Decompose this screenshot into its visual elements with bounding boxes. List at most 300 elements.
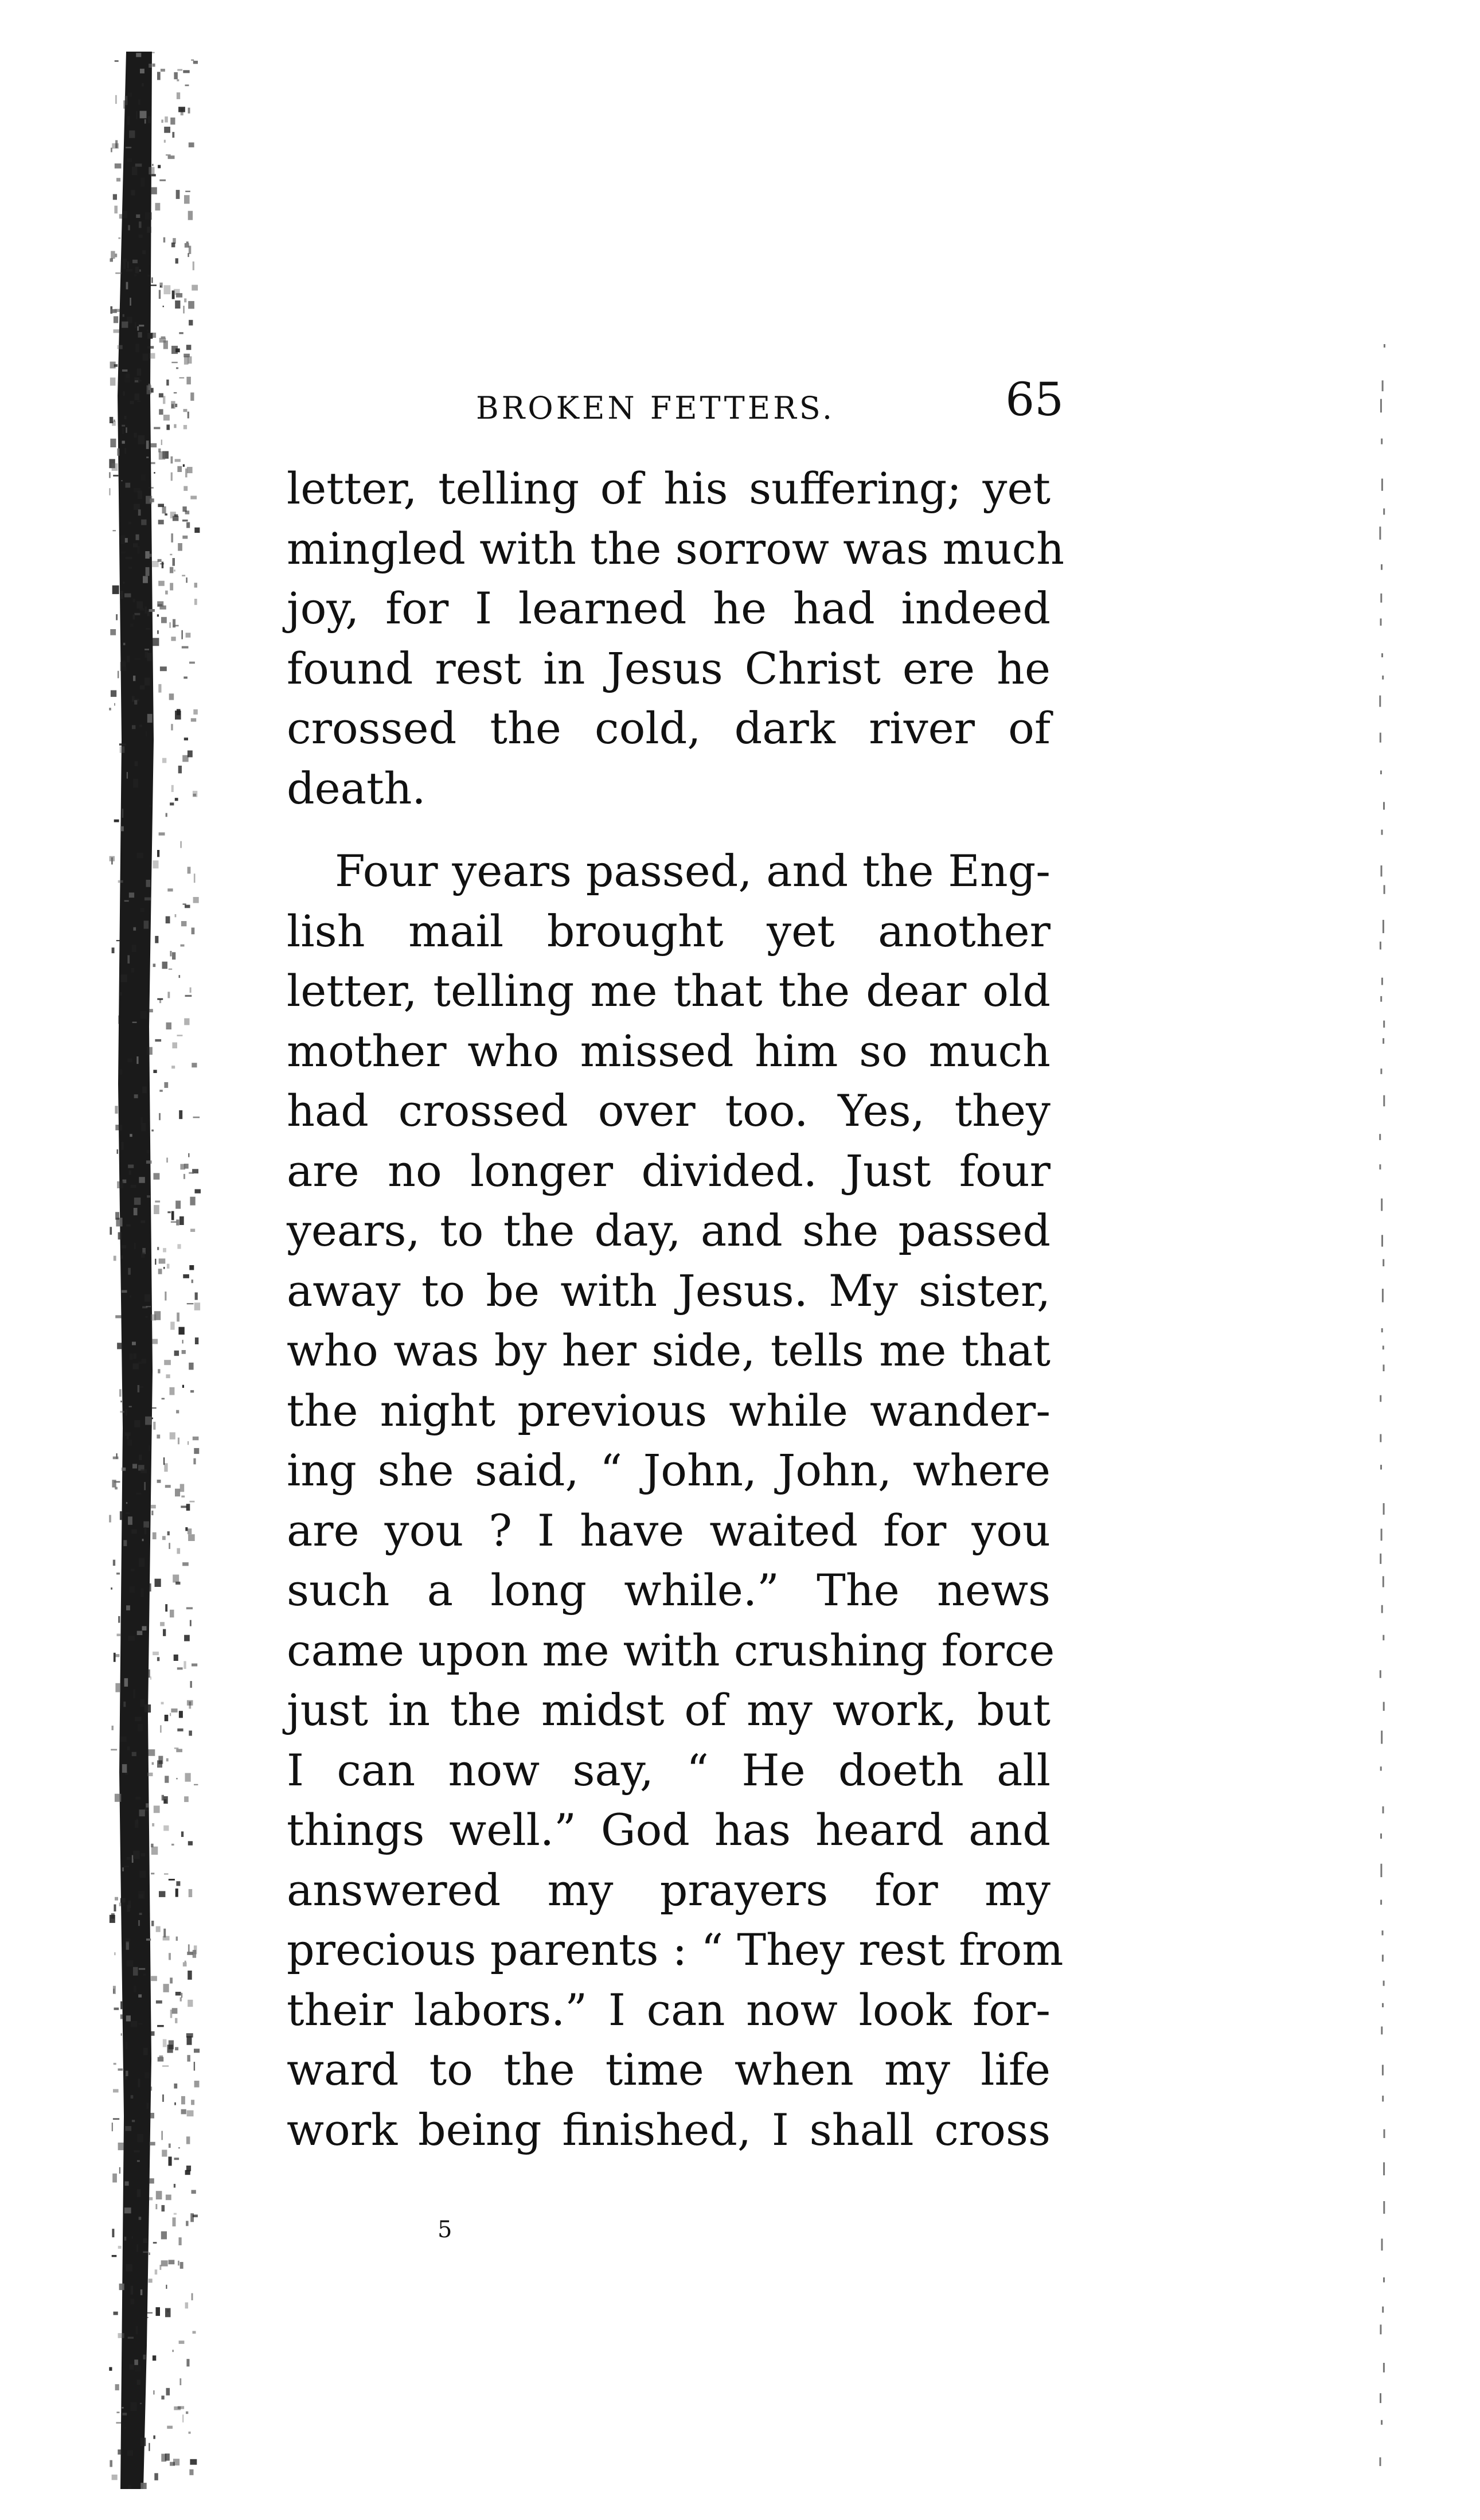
scan-speckle — [150, 443, 157, 447]
scan-speckle — [120, 1898, 126, 1903]
scan-speckle — [140, 1699, 145, 1707]
scan-speckle — [193, 2331, 196, 2334]
scan-speckle — [112, 586, 119, 594]
scan-speckle — [123, 643, 126, 645]
scan-speckle — [127, 772, 128, 779]
scan-speckle — [120, 1069, 123, 1074]
scan-speckle — [191, 718, 196, 721]
scan-speckle — [120, 826, 124, 832]
scan-speckle — [128, 2337, 134, 2339]
scan-speckle — [180, 1164, 185, 1170]
scan-speckle — [154, 1805, 160, 1813]
scan-speckle — [159, 1891, 165, 1897]
scan-speckle — [188, 1153, 189, 1157]
scan-speckle — [114, 820, 119, 822]
edge-dot — [1382, 1955, 1384, 1961]
scan-speckle — [122, 1245, 126, 1249]
scan-speckle — [175, 1201, 181, 1209]
edge-dot — [1382, 380, 1384, 391]
scan-speckle — [174, 2084, 177, 2089]
scan-speckle — [169, 2144, 171, 2148]
scan-speckle — [175, 1889, 178, 1897]
scan-speckle — [129, 1171, 131, 1175]
scan-speckle — [185, 510, 190, 514]
scan-speckle — [185, 995, 192, 997]
scan-speckle — [192, 1664, 197, 1667]
scan-speckle — [110, 417, 113, 423]
scan-speckle — [123, 100, 127, 109]
scan-speckle — [129, 892, 134, 898]
scan-speckle — [152, 1762, 154, 1765]
scan-speckle — [136, 535, 139, 540]
scan-speckle — [127, 116, 130, 124]
scan-speckle — [188, 867, 191, 873]
scan-speckle — [126, 2015, 131, 2021]
binding-band — [118, 52, 154, 2489]
scan-speckle — [126, 269, 132, 272]
scan-speckle — [165, 513, 167, 516]
scan-speckle — [173, 625, 178, 627]
scan-speckle — [139, 325, 144, 326]
scan-speckle — [110, 1915, 115, 1923]
scan-speckle — [133, 615, 135, 620]
scan-speckle — [175, 404, 177, 407]
scan-speckle — [187, 1303, 194, 1304]
scan-speckle — [186, 2412, 188, 2414]
edge-dot — [1380, 1864, 1382, 1877]
scan-speckle — [177, 709, 181, 715]
scan-speckle — [150, 2142, 155, 2145]
scan-speckle — [177, 1313, 179, 1322]
scan-speckle — [126, 1941, 129, 1950]
scan-speckle — [179, 2378, 181, 2385]
scan-speckle — [138, 1362, 142, 1364]
scan-speckle — [166, 1374, 170, 1378]
scan-speckle — [113, 475, 118, 477]
scan-speckle — [151, 1314, 156, 1321]
scan-speckle — [137, 546, 140, 554]
scan-speckle — [156, 2307, 161, 2316]
scan-speckle — [139, 235, 143, 238]
scan-speckle — [155, 1200, 160, 1202]
edge-dot — [1380, 594, 1382, 603]
scan-speckle — [168, 155, 175, 159]
scan-speckle — [138, 435, 145, 444]
scan-speckle — [183, 1962, 187, 1966]
scan-speckle — [183, 1661, 186, 1669]
scan-speckle — [177, 79, 179, 81]
scan-speckle — [190, 1620, 192, 1626]
scan-speckle — [174, 1655, 178, 1661]
scan-speckle — [193, 897, 199, 903]
scan-speckle — [169, 1879, 175, 1881]
edge-dot — [1383, 1021, 1385, 1028]
scan-speckle — [161, 2131, 163, 2140]
scan-speckle — [178, 1438, 179, 1445]
scan-speckle — [147, 227, 151, 233]
scan-speckle — [138, 2023, 143, 2024]
scan-speckle — [122, 441, 125, 444]
scan-speckle — [122, 1764, 127, 1773]
scan-speckle — [110, 2460, 112, 2467]
edge-dot — [1383, 1259, 1384, 1267]
scan-speckle — [179, 1110, 182, 1119]
scan-speckle — [140, 2438, 146, 2447]
scan-speckle — [162, 1795, 164, 1801]
scan-speckle — [163, 1267, 165, 1269]
scan-speckle — [180, 841, 181, 848]
scan-speckle — [154, 472, 155, 474]
scan-speckle — [134, 1420, 140, 1427]
scan-speckle — [176, 1749, 182, 1752]
scan-speckle — [141, 520, 146, 525]
scan-speckle — [127, 955, 130, 964]
scan-speckle — [169, 693, 174, 700]
scan-speckle — [114, 316, 118, 323]
edge-dot — [1379, 526, 1381, 540]
scan-speckle — [162, 1398, 165, 1400]
scan-speckle — [163, 1457, 165, 1465]
scan-speckle — [146, 880, 151, 887]
text-line: I can now say, “ He doeth all — [287, 1744, 1051, 1796]
scan-speckle — [131, 2021, 138, 2027]
scan-speckle — [151, 52, 155, 53]
scan-speckle — [134, 432, 137, 438]
text-line: had crossed over too. Yes, they — [287, 1085, 1051, 1136]
scan-speckle — [164, 140, 166, 143]
paragraph — [287, 841, 1064, 2160]
scan-speckle — [165, 591, 168, 595]
scan-speckle — [130, 401, 134, 404]
scan-speckle — [144, 1482, 146, 1490]
scan-speckle — [122, 1867, 124, 1871]
scan-speckle — [186, 241, 189, 243]
scan-speckle — [116, 1654, 120, 1657]
scan-speckle — [135, 1717, 142, 1721]
scan-speckle — [151, 1921, 154, 1926]
scan-speckle — [115, 163, 122, 169]
scan-speckle — [147, 714, 153, 723]
scan-speckle — [159, 606, 166, 610]
scan-speckle — [162, 2094, 164, 2102]
scan-speckle — [122, 1468, 126, 1471]
scan-speckle — [115, 1897, 118, 1901]
scan-speckle — [167, 2426, 173, 2429]
scan-speckle — [136, 2326, 138, 2334]
scan-speckle — [163, 1629, 166, 1636]
scan-speckle — [183, 1174, 185, 1179]
scan-speckle — [149, 384, 151, 390]
scan-speckle — [128, 1901, 131, 1908]
scan-speckle — [140, 908, 145, 912]
scan-speckle — [188, 253, 189, 257]
scan-speckle — [165, 1776, 169, 1782]
scan-speckle — [170, 1610, 174, 1618]
scan-speckle — [145, 1294, 150, 1302]
scan-speckle — [128, 2485, 131, 2489]
scan-speckle — [126, 282, 128, 290]
scan-speckle — [166, 424, 170, 430]
scan-speckle — [134, 504, 140, 510]
scan-speckle — [188, 751, 193, 758]
edge-dot — [1380, 1834, 1382, 1839]
scan-speckle — [125, 2182, 129, 2186]
scan-speckle — [160, 666, 167, 671]
text-line: who was by her side, tells me that — [287, 1325, 1051, 1376]
scan-speckle — [175, 1489, 180, 1497]
scan-speckle — [174, 2158, 179, 2160]
scan-speckle — [133, 543, 138, 547]
scan-speckle — [143, 2252, 149, 2253]
scan-speckle — [127, 262, 129, 268]
scan-speckle — [146, 731, 147, 736]
scan-speckle — [149, 609, 155, 612]
scan-speckle — [183, 677, 188, 679]
scan-speckle — [153, 1652, 159, 1655]
scan-speckle — [127, 158, 132, 162]
scan-speckle — [182, 630, 183, 639]
scan-speckle — [158, 1756, 163, 1764]
scan-speckle — [132, 725, 135, 729]
scan-speckle — [154, 1173, 160, 1179]
scan-speckle — [142, 83, 143, 87]
scan-speckle — [194, 1302, 200, 1310]
scan-speckle — [175, 459, 181, 462]
scan-speckle — [167, 992, 170, 998]
edge-dot — [1380, 2324, 1381, 2334]
scan-speckle — [164, 1082, 168, 1088]
edge-dot — [1379, 1134, 1381, 1140]
scan-speckle — [175, 2018, 177, 2023]
scan-speckle — [187, 2111, 194, 2117]
scan-speckle — [120, 1511, 123, 1520]
edge-dot — [1383, 802, 1385, 809]
scan-speckle — [170, 2010, 173, 2018]
scan-speckle — [115, 2384, 119, 2390]
scan-speckle — [113, 2118, 119, 2120]
scan-speckle — [136, 53, 141, 57]
scan-speckle — [131, 968, 134, 973]
scan-speckle — [188, 1944, 190, 1952]
scan-speckle — [159, 1000, 161, 1003]
scan-speckle — [186, 2166, 191, 2171]
scan-speckle — [152, 164, 154, 166]
scan-speckle — [180, 2262, 183, 2269]
scan-speckle — [157, 630, 159, 634]
scan-speckle — [162, 2150, 167, 2156]
scan-speckle — [120, 746, 125, 753]
scan-speckle — [163, 1796, 168, 1804]
text-line: answered my prayers for my — [287, 1864, 1051, 1916]
scan-speckle — [189, 1731, 192, 1736]
scan-speckle — [120, 2014, 124, 2019]
scan-speckle — [133, 1967, 138, 1976]
scan-speckle — [139, 270, 141, 272]
scan-speckle — [135, 393, 139, 400]
edge-dot — [1384, 344, 1385, 348]
scan-speckle — [177, 1035, 183, 1036]
scan-speckle — [147, 1195, 150, 1197]
scan-speckle — [139, 1809, 145, 1816]
scan-speckle — [163, 2039, 167, 2047]
scan-speckle — [111, 1587, 112, 1590]
scan-speckle — [159, 1258, 166, 1263]
scan-speckle — [125, 2126, 131, 2131]
scan-speckle — [180, 1484, 185, 1492]
scan-speckle — [174, 569, 175, 571]
scan-speckle — [174, 392, 177, 393]
scan-speckle — [145, 1704, 151, 1712]
scan-speckle — [151, 284, 157, 286]
scan-speckle — [132, 599, 135, 602]
scan-speckle — [133, 676, 135, 681]
scan-speckle — [171, 1211, 174, 1220]
scan-speckle — [138, 1994, 142, 1998]
scan-speckle — [142, 1539, 144, 1541]
scan-speckle — [164, 1360, 171, 1365]
scan-speckle — [140, 2289, 143, 2295]
scan-speckle — [194, 2049, 200, 2053]
scan-speckle — [178, 543, 182, 551]
scan-speckle — [192, 285, 198, 291]
scan-speckle — [126, 2264, 132, 2272]
right-page-edge — [1373, 344, 1391, 2466]
scan-speckle — [190, 392, 194, 400]
scan-speckle — [193, 709, 198, 715]
scan-speckle — [166, 1023, 172, 1029]
scan-speckle — [186, 1607, 193, 1609]
scan-speckle — [132, 167, 138, 175]
scan-speckle — [139, 2217, 142, 2219]
scan-speckle — [139, 1871, 146, 1878]
scan-speckle — [185, 191, 190, 193]
scan-speckle — [116, 940, 120, 941]
scan-speckle — [161, 2260, 168, 2266]
scan-speckle — [117, 1149, 119, 1154]
scan-speckle — [166, 813, 167, 817]
edge-dot — [1380, 1465, 1382, 1469]
scan-speckle — [134, 1094, 138, 1098]
scan-speckle — [185, 905, 190, 908]
scan-speckle — [161, 336, 166, 338]
edge-dot — [1380, 1900, 1382, 1905]
scan-speckle — [190, 2459, 197, 2465]
scan-speckle — [132, 1342, 136, 1345]
scan-speckle — [155, 2204, 157, 2209]
text-line: ing she said, “ John, John, where — [287, 1445, 1051, 1496]
scan-speckle — [169, 1953, 171, 1960]
scan-speckle — [184, 298, 186, 302]
scan-speckle — [158, 684, 161, 693]
scan-speckle — [171, 243, 175, 247]
scan-speckle — [151, 1976, 157, 1981]
scan-speckle — [112, 530, 116, 531]
scan-speckle — [124, 594, 131, 598]
scan-speckle — [173, 2217, 176, 2226]
scan-speckle — [142, 2317, 149, 2318]
scan-speckle — [135, 2365, 142, 2371]
text-line: just in the midst of my work, but — [287, 1684, 1051, 1735]
scan-speckle — [174, 2213, 177, 2215]
scan-speckle — [118, 237, 120, 239]
text-line: precious parents : “ They rest from — [287, 1924, 1064, 1975]
scan-speckle — [158, 165, 161, 169]
scan-speckle — [153, 1532, 157, 1539]
text-line: death. — [287, 762, 426, 814]
scan-speckle — [120, 1401, 122, 1402]
scan-speckle — [147, 653, 151, 661]
scan-speckle — [163, 1936, 170, 1941]
scan-speckle — [181, 1831, 183, 1837]
scan-speckle — [189, 320, 193, 326]
scan-speckle — [164, 1463, 167, 1472]
scan-speckle — [149, 2253, 150, 2256]
scan-speckle — [119, 2284, 124, 2290]
scan-speckle — [112, 2123, 113, 2131]
scan-speckle — [149, 64, 152, 68]
scan-speckle — [193, 1458, 196, 1465]
scan-speckle — [145, 212, 152, 220]
scan-speckle — [122, 1142, 124, 1150]
text-line: came upon me with crushing force — [287, 1624, 1055, 1676]
scan-speckle — [175, 914, 177, 917]
scan-speckle — [164, 127, 170, 133]
scan-speckle — [157, 1247, 159, 1250]
scan-speckle — [173, 2350, 174, 2352]
edge-dot — [1383, 1981, 1385, 1986]
scan-speckle — [162, 758, 166, 763]
scan-speckle — [153, 1422, 155, 1430]
scan-speckle — [153, 860, 159, 868]
scan-speckle — [174, 2102, 175, 2105]
scan-speckle — [177, 92, 180, 99]
scan-speckle — [111, 251, 115, 259]
scan-speckle — [145, 119, 146, 124]
edge-dot — [1380, 996, 1382, 1002]
scan-speckle — [147, 346, 154, 349]
scan-speckle — [190, 1197, 195, 1206]
scan-speckle — [145, 1527, 147, 1535]
scan-speckle — [170, 118, 175, 124]
scan-speckle — [128, 1516, 132, 1525]
scan-speckle — [162, 2065, 169, 2066]
scan-speckle — [193, 262, 194, 270]
scan-speckle — [161, 120, 163, 123]
scan-speckle — [174, 289, 180, 295]
edge-dot — [1380, 1670, 1381, 1678]
page-number: 65 — [1005, 373, 1064, 426]
scan-speckle — [186, 633, 191, 637]
scan-speckle — [163, 1825, 169, 1831]
scan-speckle — [150, 2031, 154, 2036]
scan-speckle — [153, 638, 159, 646]
scan-speckle — [123, 211, 128, 219]
scan-speckle — [138, 99, 140, 104]
scan-speckle — [135, 163, 142, 167]
scan-speckle — [148, 116, 151, 123]
scan-speckle — [130, 2365, 134, 2370]
scan-speckle — [111, 1749, 117, 1751]
scan-speckle — [175, 258, 178, 263]
scan-speckle — [185, 243, 189, 248]
scan-speckle — [166, 916, 170, 924]
edge-dot — [1383, 1345, 1384, 1349]
scan-speckle — [132, 1855, 134, 1863]
scan-speckle — [171, 1066, 175, 1068]
scan-speckle — [193, 1117, 200, 1118]
scan-speckle — [149, 554, 151, 557]
scan-speckle — [143, 354, 149, 361]
